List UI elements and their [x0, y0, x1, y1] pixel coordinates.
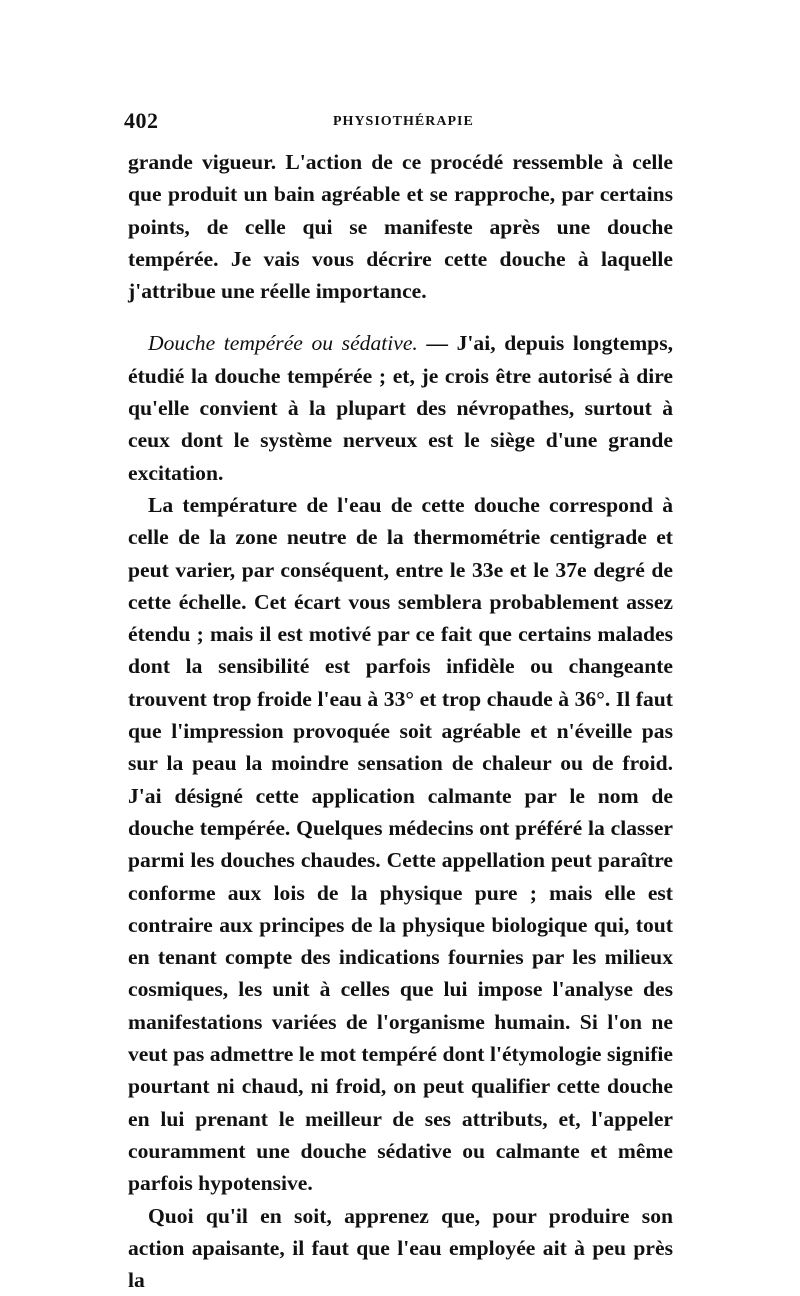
paragraph: La température de l'eau de cette douche correspond à celle de la zone neutre de la thermométrie centigrade et peut varier, par conséquent, entre le 33e et le 37e degré de cette échelle. Cet écart vous semblera probablement assez étendu ; mais il est motivé par ce fait que certains malades dont la sensibilité est parfois infidèle ou changeante trouvent trop froide l'eau à 33° et trop chaude à 36°. Il faut que l'impression provoquée soit agréable et n'éveille pas sur la peau la moindre sensation de chaleur ou de froid. J'ai désigné cette application calmante par le nom de douche tempérée. Quelques médecins ont préféré la classer parmi les douches chaudes. Cette appellation peut paraître conforme aux lois de la physique pure ; mais elle est contraire aux principes de la physique biologique qui, tout en tenant compte des indications fournies par les milieux cosmiques, les unit à celles que lui impose l'analyse des manifestations variées de l'organisme humain. Si l'on ne veut pas admettre le mot tempéré dont l'étymologie signifie pourtant ni chaud, ni froid, on peut qualifier cette douche en lui prenant le meilleur de ses attributs, et, l'appeler couramment une douche sédative ou calmante et même parfois hypotensive. [128, 489, 673, 1200]
running-head: PHYSIOTHÉRAPIE [333, 114, 474, 130]
section-heading: Douche tempérée ou sédative. [148, 331, 418, 355]
section-paragraph [128, 327, 673, 488]
paragraph: Quoi qu'il en soit, apprenez que, pour produire son action apaisante, il faut que l'eau employée ait à peu près la [128, 1200, 673, 1296]
paragraph-continuation: grande vigueur. L'action de ce procédé ressemble à celle que produit un bain agréable et se rapproche, par certains points, de celle qui se manifeste après une douche tempérée. Je vais vous décrire cette douche à laquelle j'attribue une réelle importance. [128, 146, 673, 307]
page-number: 402 [124, 108, 159, 134]
page-header [118, 108, 680, 138]
body-text [128, 146, 673, 1296]
section-text: — J'ai, depuis longtemps, étudié la douche tempérée ; et, je crois être autorisé à dire qu'elle convient à la plupart des névropathes, surtout à ceux dont le système nerveux est le siège d'une grande excitation. [128, 331, 673, 484]
